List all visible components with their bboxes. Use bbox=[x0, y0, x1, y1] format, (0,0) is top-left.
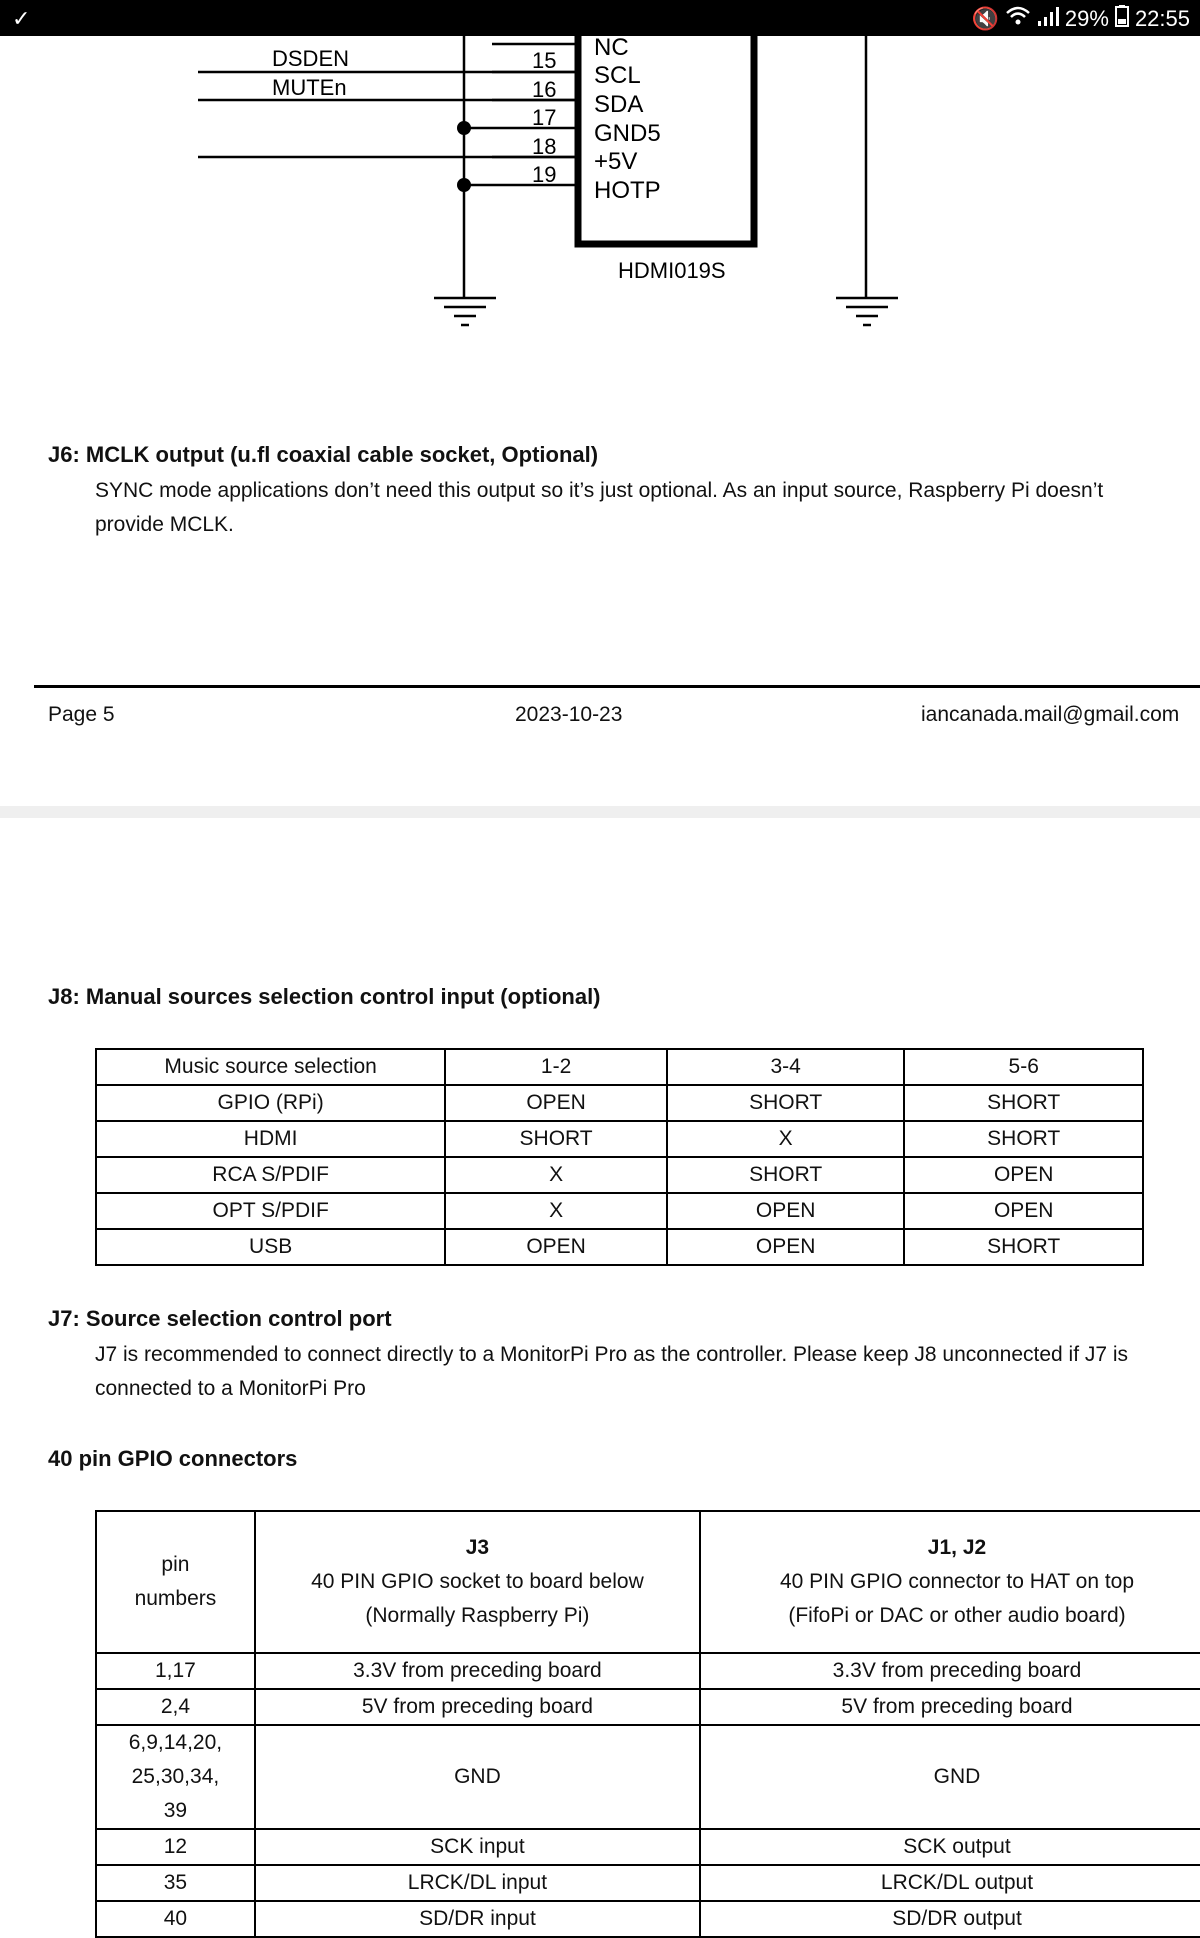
j7-description bbox=[95, 1338, 1195, 1406]
j6-description bbox=[95, 474, 1195, 542]
table-cell: OPEN bbox=[904, 1157, 1143, 1193]
j6-line-1: SYNC mode applications don’t need this output so it’s just optional. As an input source, Raspberry Pi doesn’t bbox=[95, 479, 1104, 502]
gpio-heading: 40 pin GPIO connectors bbox=[48, 1446, 298, 1471]
j7-heading: J7: Source selection control port bbox=[48, 1306, 392, 1331]
signal-icon bbox=[1037, 5, 1059, 33]
table-cell: OPEN bbox=[667, 1229, 905, 1265]
table-cell: SHORT bbox=[667, 1157, 905, 1193]
table-header-row bbox=[96, 1049, 1143, 1085]
table-cell: SHORT bbox=[667, 1085, 905, 1121]
table-cell: 3.3V from preceding board bbox=[700, 1653, 1200, 1689]
footer-date: 2023-10-23 bbox=[515, 703, 623, 726]
pin-name: GND5 bbox=[594, 120, 661, 147]
header-title: J3 bbox=[465, 1536, 490, 1559]
table-cell: GPIO (RPi) bbox=[96, 1085, 445, 1121]
table-cell: GND bbox=[255, 1725, 700, 1829]
table-header-cell: Music source selection bbox=[96, 1049, 445, 1085]
table-row bbox=[96, 1085, 1143, 1121]
cell-text: 6,9,14,20, bbox=[128, 1731, 223, 1754]
table-cell: USB bbox=[96, 1229, 445, 1265]
j7-line-1: J7 is recommended to connect directly to a MonitorPi Pro as the controller. Please keep J8 unconnected if J7 is bbox=[95, 1343, 1129, 1366]
table-cell: 5V from preceding board bbox=[255, 1689, 700, 1725]
table-row bbox=[96, 1725, 1200, 1829]
part-label: HDMI019S bbox=[618, 258, 726, 283]
header-text: pin bbox=[161, 1553, 190, 1576]
header-text: (Normally Raspberry Pi) bbox=[365, 1604, 590, 1627]
table-header-row bbox=[96, 1511, 1200, 1653]
table-cell: X bbox=[445, 1157, 667, 1193]
cell-text: 25,30,34, bbox=[131, 1765, 220, 1788]
table-cell: 2,4 bbox=[96, 1689, 255, 1725]
header-title: J1, J2 bbox=[927, 1536, 987, 1559]
pin-name: SDA bbox=[594, 91, 644, 118]
table-row bbox=[96, 1229, 1143, 1265]
table-cell: 12 bbox=[96, 1829, 255, 1865]
header-text: numbers bbox=[134, 1587, 217, 1610]
mute-icon: 🔇 bbox=[971, 6, 999, 31]
table-cell: SHORT bbox=[904, 1121, 1143, 1157]
table-cell: SCK output bbox=[700, 1829, 1200, 1865]
table-row bbox=[96, 1689, 1200, 1725]
pin-number: 17 bbox=[532, 105, 557, 130]
table-cell: 5V from preceding board bbox=[700, 1689, 1200, 1725]
j6-heading: J6: MCLK output (u.fl coaxial cable socket, Optional) bbox=[48, 442, 599, 467]
gpio-table bbox=[95, 1510, 1200, 1938]
table-cell: SD/DR input bbox=[255, 1901, 700, 1937]
pin-name: +5V bbox=[594, 148, 638, 175]
footer-page: Page 5 bbox=[48, 703, 115, 726]
table-cell: SCK input bbox=[255, 1829, 700, 1865]
table-header-cell: 5-6 bbox=[904, 1049, 1143, 1085]
table-header-cell bbox=[700, 1511, 1200, 1653]
status-bar bbox=[0, 0, 1200, 36]
signal-label: DSDEN bbox=[272, 46, 350, 71]
pin-name: SCL bbox=[594, 62, 641, 89]
pin-number: 15 bbox=[532, 48, 557, 73]
table-cell: SD/DR output bbox=[700, 1901, 1200, 1937]
table-cell: HDMI bbox=[96, 1121, 445, 1157]
table-row bbox=[96, 1865, 1200, 1901]
table-cell: OPEN bbox=[445, 1085, 667, 1121]
table-cell: 35 bbox=[96, 1865, 255, 1901]
table-header-cell: 3-4 bbox=[667, 1049, 905, 1085]
table-cell: X bbox=[445, 1193, 667, 1229]
table-cell: SHORT bbox=[904, 1229, 1143, 1265]
footer-divider bbox=[34, 685, 1200, 688]
table-header-cell: 1-2 bbox=[445, 1049, 667, 1085]
j8-heading: J8: Manual sources selection control input (optional) bbox=[48, 984, 601, 1009]
table-cell: RCA S/PDIF bbox=[96, 1157, 445, 1193]
table-cell: SHORT bbox=[904, 1085, 1143, 1121]
table-cell bbox=[96, 1725, 255, 1829]
table-cell: 40 bbox=[96, 1901, 255, 1937]
page-separator bbox=[0, 806, 1200, 818]
table-cell: 1,17 bbox=[96, 1653, 255, 1689]
battery-icon bbox=[1115, 5, 1129, 33]
table-cell: SHORT bbox=[445, 1121, 667, 1157]
download-check-icon: ✓ bbox=[12, 6, 31, 31]
table-row bbox=[96, 1901, 1200, 1937]
table-cell: LRCK/DL output bbox=[700, 1865, 1200, 1901]
battery-percent: 29% bbox=[1064, 6, 1109, 31]
j6-line-2: provide MCLK. bbox=[95, 513, 234, 536]
table-row bbox=[96, 1121, 1143, 1157]
table-cell: GND bbox=[700, 1725, 1200, 1829]
table-cell: 3.3V from preceding board bbox=[255, 1653, 700, 1689]
pin-number: 16 bbox=[532, 77, 557, 102]
table-cell: OPEN bbox=[904, 1193, 1143, 1229]
table-cell: OPEN bbox=[667, 1193, 905, 1229]
table-cell: LRCK/DL input bbox=[255, 1865, 700, 1901]
signal-label: MUTEn bbox=[272, 75, 347, 100]
table-row bbox=[96, 1193, 1143, 1229]
j7-line-2: connected to a MonitorPi Pro bbox=[95, 1377, 366, 1400]
header-text: (FifoPi or DAC or other audio board) bbox=[788, 1604, 1126, 1627]
pin-name: NC bbox=[594, 36, 629, 61]
clock: 22:55 bbox=[1134, 6, 1190, 31]
schematic-diagram bbox=[0, 36, 1200, 336]
header-text: 40 PIN GPIO connector to HAT on top bbox=[779, 1570, 1135, 1593]
table-header-cell bbox=[96, 1511, 255, 1653]
table-header-cell bbox=[255, 1511, 700, 1653]
cell-text: 39 bbox=[163, 1799, 188, 1822]
table-cell: X bbox=[667, 1121, 905, 1157]
pin-number: 19 bbox=[532, 162, 557, 187]
table-row bbox=[96, 1653, 1200, 1689]
pin-number: 18 bbox=[532, 134, 557, 159]
table-cell: OPT S/PDIF bbox=[96, 1193, 445, 1229]
table-row bbox=[96, 1157, 1143, 1193]
header-text: 40 PIN GPIO socket to board below bbox=[311, 1570, 644, 1593]
table-row bbox=[96, 1829, 1200, 1865]
table-cell: OPEN bbox=[445, 1229, 667, 1265]
j8-table bbox=[95, 1048, 1144, 1266]
wifi-icon bbox=[1005, 5, 1031, 33]
pin-name: HOTP bbox=[594, 177, 661, 204]
footer-email: iancanada.mail@gmail.com bbox=[921, 703, 1180, 726]
